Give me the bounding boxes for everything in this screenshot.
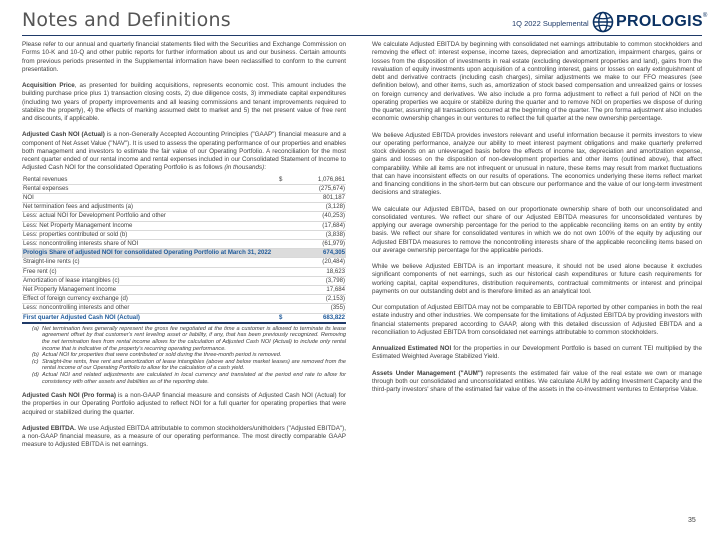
table-footnotes	[22, 326, 346, 385]
footnote-label: (d)	[32, 371, 39, 378]
definition-body: represents the estimated fair value of the real estate we own or manage through both our consolidated and unconsolidated entities. We calculate AUM by adding Investment Capacity and the third-party investors' share of the estimated fair value of the assets in the co-investment ventures to Enterprise Value.	[372, 369, 702, 393]
row-label: NOI	[22, 193, 278, 202]
colon: :	[264, 164, 266, 172]
row-value: (2,153)	[292, 295, 346, 304]
page-title: Notes and Definitions	[22, 9, 231, 31]
currency-symbol	[278, 267, 292, 276]
annualized-estimated-noi-definition	[372, 345, 702, 362]
row-value: 801,187	[292, 193, 346, 202]
prologis-logo	[592, 11, 707, 33]
report-period-label: 1Q 2022 Supplemental	[512, 19, 589, 28]
row-label: Rental revenues	[22, 176, 278, 185]
footnote-text: Actual NOI and related adjustments are calculated in local currency and translated at the period end rate to allow for consistency with other assets and liabilities as of the reporting date.	[42, 371, 346, 385]
table-row	[22, 239, 346, 248]
definition-term: Adjusted Cash NOI (Pro forma)	[22, 392, 116, 400]
adjusted-cash-noi-reconciliation-table	[22, 176, 346, 324]
table-row	[22, 184, 346, 193]
table-row	[22, 304, 346, 313]
footnote-label: (c)	[32, 358, 39, 365]
row-value: (61,979)	[292, 239, 346, 248]
definition-term: Acquisition Price	[22, 82, 75, 89]
definition-body: is a non-Generally Accepted Accounting Principles ("GAAP") financial measure and a component of Net Asset Value ("NAV"). It is used to assess the operating performance of our properties and enables both management and investors to estimate the fair value of our Operating Portfolio. A reconciliation for the most recent quarter ended of our rental income and rental expenses included in our Consolidated Statement of Income to Adjusted Cash NOI for the consolidated Operating Portfolio is as follows	[22, 131, 346, 172]
definition-term: Adjusted Cash NOI (Actual)	[22, 131, 105, 139]
row-label: Net termination fees and adjustments (a)	[22, 203, 278, 212]
row-label: Prologis Share of adjusted NOI for consolidated Operating Portfolio at March 31, 2022	[22, 249, 278, 258]
currency-symbol	[278, 304, 292, 313]
table-row	[22, 258, 346, 267]
currency-symbol	[278, 285, 292, 294]
definition-body: for the properties in our Development Portfolio is based on current TEI multiplied by the Estimated Weighted Average Stabilized Yield.	[372, 345, 703, 361]
row-value: (3,128)	[292, 203, 346, 212]
table-row	[22, 267, 346, 276]
left-column	[22, 41, 346, 458]
adjusted-cash-noi-actual-definition	[22, 131, 346, 172]
row-label: Less: noncontrolling interests and other	[22, 304, 278, 313]
row-value: (20,484)	[292, 258, 346, 267]
footnote-label: (b)	[32, 352, 39, 359]
adjusted-ebitda-ownership-paragraph: We calculate our Adjusted EBITDA, based on our proportionate ownership share of both our unconsolidated and consolidated ventures. We reflect our share of our Adjusted EBITDA measures for unconsolidated ventures by applying our average ownership percentage for the period to the applicable reconciling items on an entity by entity basis. We reflect our share for consolidated ventures in which we do not own 100% of the equity by adjusting our Adjusted EBITDA measures to remove the noncontrolling interests share of the applicable reconciling items based on our average ownership percentage for the applicable periods.	[372, 205, 702, 254]
row-value: 17,684	[292, 285, 346, 294]
currency-symbol	[278, 184, 292, 193]
table-row	[22, 176, 346, 185]
definition-term: Annualized Estimated NOI	[372, 345, 452, 352]
currency-symbol	[278, 295, 292, 304]
row-label: Free rent (c)	[22, 267, 278, 276]
currency-symbol	[278, 193, 292, 202]
footnote	[32, 358, 346, 372]
registered-mark: ®	[702, 13, 708, 19]
currency-symbol	[278, 212, 292, 221]
intro-paragraph: Please refer to our annual and quarterly financial statements filed with the Securities and Exchange Commission on Forms 10-K and 10-Q and other public reports for further information about us and our business. Certain amounts from previous periods presented in the Supplemental information have been reclassified to conform to the current presentation.	[22, 41, 346, 73]
row-value: 1,076,861	[292, 176, 346, 185]
table-row	[22, 285, 346, 294]
footnote	[32, 325, 346, 352]
adjusted-ebitda-comparability-paragraph: Our computation of Adjusted EBITDA may not be comparable to EBITDA reported by other companies in both the real estate industry and other industries. We compensate for the limitations of Adjusted EBITDA by providing investors with financial statements prepared according to GAAP, along with this detailed discussion of Adjusted EBITDA and a reconciliation to Adjusted EBITDA from consolidated net earnings attributable to common stockholders.	[372, 304, 702, 336]
currency-symbol: $	[278, 176, 292, 185]
prologis-globe-icon	[592, 11, 614, 33]
currency-symbol	[278, 258, 292, 267]
row-label: Rental expenses	[22, 184, 278, 193]
row-label: Net Property Management Income	[22, 285, 278, 294]
definition-term: Assets Under Management ("AUM")	[372, 369, 484, 377]
table-row	[22, 230, 346, 239]
row-label: Less: actual NOI for Development Portfolio and other	[22, 212, 278, 221]
right-column	[372, 41, 702, 402]
table-row	[22, 276, 346, 285]
currency-symbol: $	[278, 313, 292, 323]
adjusted-ebitda-limitations-paragraph: While we believe Adjusted EBITDA is an important measure, it should not be used alone because it excludes significant components of net earnings, such as our historical cash expenditures or future cash requirements for working capital, capital expenditures, distribution requirements, contractual commitments or interest and principal payments on our outstanding debt and is therefore limited as an analytical tool.	[372, 263, 702, 295]
row-value: 18,623	[292, 267, 346, 276]
table-row	[22, 212, 346, 221]
row-label: Amortization of lease intangibles (c)	[22, 276, 278, 285]
header-divider	[22, 35, 702, 36]
definition-body: We use Adjusted EBITDA attributable to common stockholders/unitholders ("Adjusted EBITDA"), a non-GAAP financial measure, as a measure of our operating performance. The most directly comparable GAAP measure to Adjusted EBITDA is net earnings.	[22, 424, 346, 449]
page-number: 35	[688, 517, 696, 524]
table-row	[22, 313, 346, 323]
currency-symbol	[278, 249, 292, 258]
row-label: Effect of foreign currency exchange (d)	[22, 295, 278, 304]
currency-symbol	[278, 276, 292, 285]
row-value: (17,684)	[292, 221, 346, 230]
currency-symbol	[278, 230, 292, 239]
row-value: (275,674)	[292, 184, 346, 193]
definition-body: is a non-GAAP financial measure and consists of Adjusted Cash NOI (Actual) for the properties in our Operating Portfolio adjusted to reflect NOI for a full quarter for operating properties that were acquired or stabilized during the quarter.	[22, 392, 346, 416]
row-value: 683,822	[292, 313, 346, 323]
row-label: Less: Net Property Management Income	[22, 221, 278, 230]
table-row	[22, 193, 346, 202]
table-row	[22, 221, 346, 230]
row-value: (40,253)	[292, 212, 346, 221]
footnote-label: (a)	[32, 325, 39, 332]
currency-symbol	[278, 221, 292, 230]
acquisition-price-definition	[22, 82, 346, 123]
footnote	[32, 371, 346, 385]
adjusted-ebitda-usefulness-paragraph: We believe Adjusted EBITDA provides investors relevant and useful information because it permits investors to view our operating performance, analyze our ability to meet interest payment obligations and make quarterly preferred stock dividends on an unleveraged basis before the effects of income tax, depreciation and amortization expense, gains and losses on the disposition of non-development properties and other items (outlined above), that affect comparability. While all items are not infrequent or unusual in nature, these items may result from market fluctuations that can have inconsistent effects on our results of operations. The economics underlying these items reflect market and financing conditions in the short-term but can obscure our performance and the value of our long-term investment decisions and strategies.	[372, 131, 702, 197]
adjusted-ebitda-calculation-paragraph: We calculate Adjusted EBITDA by beginning with consolidated net earnings attributable to common stockholders and removing the effect of: interest expense, income taxes, depreciation and amortization, impairment charges, gains or losses from the disposition of investments in real estate (excluding development properties and land), gains from the revaluation of equity investments upon acquisition of a controlling interest, gains or losses on early extinguishment of debt and derivative contracts (including cash charges), similar adjustments we make to our FFO measures (see definition below), and other items, such as, amortization of stock based compensation and unrealized gains or losses on foreign currency and derivatives. We also include a pro forma adjustment to reflect a full period of NOI on the operating properties we acquire or stabilize during the quarter and to remove NOI on properties we dispose of during the quarter, assuming all transactions occurred at the beginning of the quarter. The pro forma adjustment also includes economic ownership changes in our ventures to reflect the full quarter at the new ownership percentage.	[372, 41, 702, 123]
table-row	[22, 203, 346, 212]
row-value: (3,798)	[292, 276, 346, 285]
units-note: (in thousands)	[224, 164, 265, 172]
footnote-text: Actual NOI for properties that were contributed or sold during the three-month period is removed.	[42, 352, 282, 359]
row-label: Less: noncontrolling interests share of NOI	[22, 239, 278, 248]
table-row	[22, 295, 346, 304]
logo-wordmark: PROLOGIS	[616, 13, 703, 30]
row-value: 674,305	[292, 249, 346, 258]
adjusted-ebitda-definition	[22, 425, 346, 450]
footnote	[32, 352, 346, 359]
currency-symbol	[278, 239, 292, 248]
footnote-text: Net termination fees generally represent the gross fee negotiated at the time a customer is allowed to terminate its lease agreement offset by that customer's rent leveling asset or liability, if any, that has been previously recognized. Removing the net termination fees from rental income allows for the calculation of Adjusted Cash NOI (Actual) to include only rental income that is indicative of the property's recurring operating performance.	[42, 325, 346, 352]
aum-definition	[372, 370, 702, 395]
row-label: First quarter Adjusted Cash NOI (Actual)	[22, 313, 278, 323]
definition-term: Adjusted EBITDA.	[22, 424, 76, 432]
row-label: Straight-line rents (c)	[22, 258, 278, 267]
definition-body: , as presented for building acquisitions, represents economic cost. This amount includes the building purchase price plus 1) transaction closing costs, 2) due diligence costs, 3) immediate capital expenditures (including two years of property improvements and all leasing commissions and tenant improvements required to stabilize the property), 4) the effects of marking assumed debt to market and 5) the net present value of free rent and discounts, if applicable.	[22, 82, 347, 122]
row-value: (3,838)	[292, 230, 346, 239]
row-label: Less: properties contributed or sold (b)	[22, 230, 278, 239]
footnote-text: Straight-line rents, free rent and amortization of lease intangibles (above and below market leases) are removed from the rental income of our Operating Portfolio to allow for the calculation of a cash yield.	[42, 358, 346, 372]
table-row	[22, 249, 346, 258]
adjusted-cash-noi-pro-forma-definition	[22, 392, 346, 417]
currency-symbol	[278, 203, 292, 212]
row-value: (355)	[292, 304, 346, 313]
